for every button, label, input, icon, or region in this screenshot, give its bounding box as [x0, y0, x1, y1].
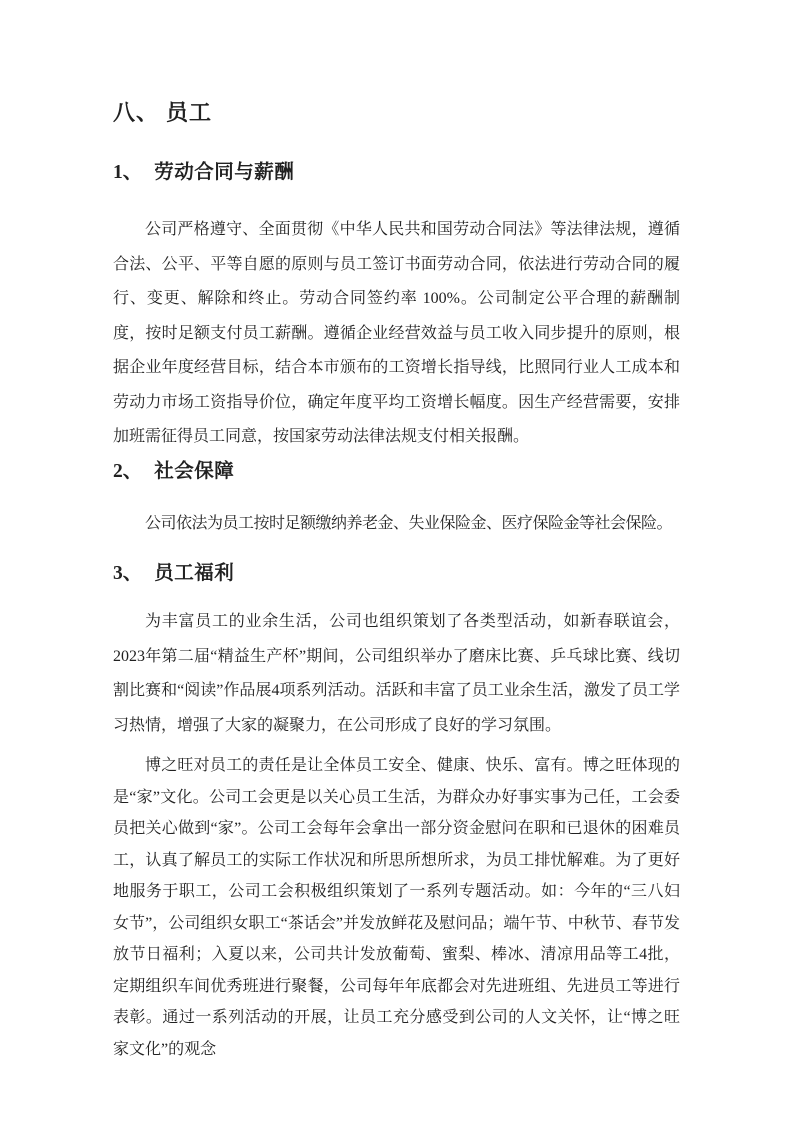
section-title: 劳动合同与薪酬: [154, 162, 295, 183]
section-labor-contract-and-pay: [113, 158, 680, 455]
section-heading-employee-welfare: [113, 559, 680, 589]
chapter-number: 八、: [113, 101, 160, 126]
section-heading-labor-contract: [113, 158, 680, 188]
section-number: 3、: [113, 563, 143, 584]
section-social-security: [113, 457, 680, 542]
paragraph-social-security: 公司依法为员工按时足额缴纳养老金、失业保险金、医疗保险金等社会保险。: [145, 514, 673, 532]
section-number: 2、: [113, 460, 143, 482]
section-heading-social-security: [113, 457, 680, 487]
section-title: 社会保障: [154, 460, 235, 482]
chapter-title: 员工: [166, 101, 213, 126]
paragraph-welfare-care: 博之旺对员工的责任是让全体员工安全、健康、快乐、富有。博之旺体现的是“家”文化。公司工会更是以关心员工生活，为群众办好事实事为己任，工会委员把关心做到“家”。公司工会每年会拿出一部分资金慰问在职和已退休的困难员工，认真了解员工的实际工作状况和所思所想所求，为员工排忧解难。为了更好地服务于职工，公司工会积极组织策划了一系列专题活动。如：今年的“三八妇女节”，公司组织女职工“茶话会”并发放鲜花及慰问品；端午节、中秋节、春节发放节日福利；入夏以来，公司共计发放葡萄、蜜梨、棒冰、清凉用品等工4批，定期组织车间优秀班进行聚餐，公司每年年底都会对先进班组、先进员工等进行表彰。通过一系列活动的开展，让员工充分感受到公司的人文关怀，让“博之旺家文化”的观念: [113, 757, 680, 1058]
paragraph-labor-contract: 公司严格遵守、全面贯彻《中华人民共和国劳动合同法》等法律法规，遵循合法、公平、平等自愿的原则与员工签订书面劳动合同，依法进行劳动合同的履行、变更、解除和终止。劳动合同签约率 100%。公司制定公平合理的薪酬制度，按时足额支付员工薪酬。遵循企业经营效益与员工收入同步提升的原则，根据企业年度经营目标，结合本市颁布的工资增长指导线，比照同行业人工成本和劳动力市场工资指导价位，确定年度平均工资增长幅度。因生产经营需要，安排加班需征得员工同意，按国家劳动法律法规支付相关报酬。: [113, 221, 680, 445]
section-employee-welfare: [113, 559, 680, 1065]
section-number: 1、: [113, 162, 143, 183]
section-title: 员工福利: [154, 563, 235, 584]
chapter-heading: [113, 98, 680, 130]
paragraph-welfare-activities: 为丰富员工的业余生活，公司也组织策划了各类型活动，如新春联谊会，2023年第二届“精益生产杯”期间，公司组织举办了磨床比赛、乒乓球比赛、线切割比赛和“阅读”作品展4项系列活动。活跃和丰富了员工业余生活，激发了员工学习热情，增强了大家的凝聚力，在公司形成了良好的学习氛围。: [113, 613, 680, 734]
